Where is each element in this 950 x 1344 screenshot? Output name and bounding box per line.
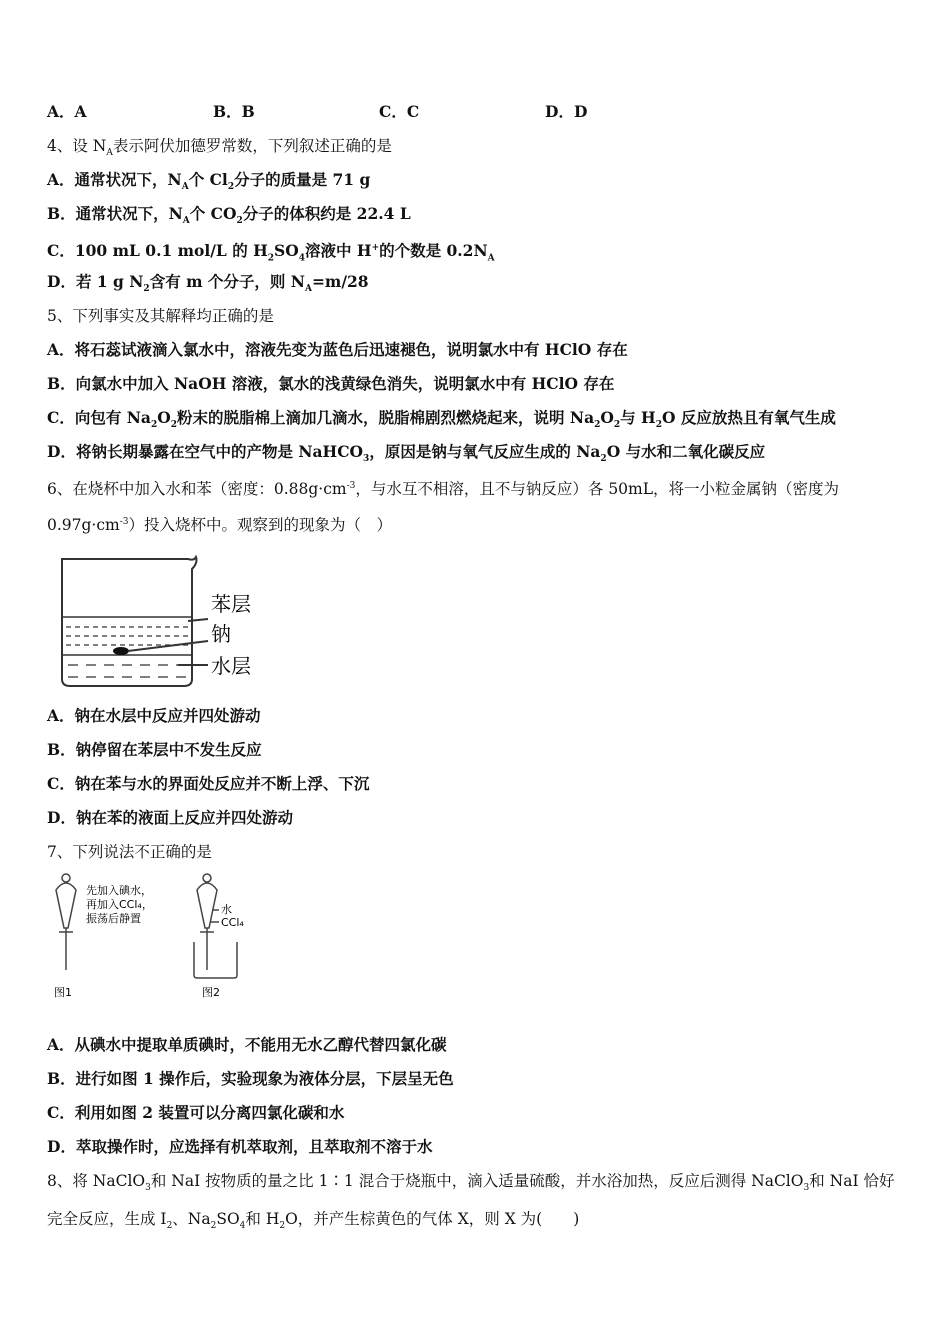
sodium-label: 钠: [211, 622, 231, 646]
text-run: 个 CO: [189, 204, 237, 223]
text-run: A: [182, 216, 190, 227]
text-run: 完全反应，生成 I: [47, 1210, 167, 1228]
option-2: C．C: [379, 102, 420, 121]
fig1-note-2: 再加入CCl₄，: [86, 898, 153, 911]
fig1-note-1: 先加入碘水，: [86, 884, 152, 897]
text-run: O: [157, 408, 171, 427]
text-run: 粉末的脱脂棉上滴加几滴水，脱脂棉剧烈燃烧起来，说明 Na: [177, 408, 595, 427]
text-run: A．通常状况下，N: [47, 170, 182, 189]
text-run: C．向包有 Na: [47, 408, 151, 427]
q7-a: [47, 1035, 447, 1055]
text-run: 2: [236, 216, 243, 227]
text-run: ，与水互不相溶，且不与钠反应）各 50mL，将一小粒金属钠（密度为: [355, 480, 840, 499]
text-run: C．100 mL 0.1 mol/L 的 H: [47, 241, 268, 261]
q6-b: [47, 740, 262, 760]
fig2-water-label: 水: [221, 903, 232, 916]
option-1: B．B: [213, 102, 255, 121]
q7-stem: [47, 842, 212, 862]
text-run: A: [106, 148, 113, 159]
q6-stem-1: [47, 476, 839, 499]
text-run: 4、设 N: [47, 137, 107, 155]
text-run: 3: [803, 1183, 810, 1194]
text-run: 2: [594, 420, 601, 431]
q7-b: [47, 1069, 454, 1089]
text-run: O: [600, 408, 614, 427]
text-run: D．若 1 g N: [47, 272, 144, 291]
fig1-caption: 图1: [54, 986, 72, 999]
text-run: 2: [227, 182, 235, 193]
text-run: O，并产生棕黄色的气体 X，则 X 为( ): [285, 1210, 580, 1228]
text-run: 表示阿伏加德罗常数，下列叙述正确的是: [112, 137, 392, 155]
text-run: 溶液中 H: [305, 241, 372, 261]
text-run: 、Na: [172, 1210, 211, 1228]
q4-c: [47, 238, 495, 268]
q4-d: [47, 272, 369, 299]
q4-a: [47, 170, 370, 197]
text-run: A: [181, 182, 189, 193]
q8-stem-1: [47, 1171, 895, 1198]
q4-b: [47, 204, 411, 231]
q5-b: [47, 374, 614, 394]
text-run: B．进行如图 1 操作后，实验现象为液体分层，下层呈无色: [47, 1069, 454, 1088]
beaker-figure: [58, 555, 278, 694]
separatory-funnel-figure: [44, 870, 264, 1009]
sodium-piece: [113, 647, 129, 655]
q5-c: [47, 408, 836, 435]
text-run: 2: [279, 1221, 286, 1232]
q7-d: [47, 1137, 432, 1157]
text-run: 和 H: [245, 1210, 280, 1228]
q6-stem-2: [47, 512, 392, 535]
text-run: B．通常状况下，N: [47, 204, 183, 223]
text-run: O 与水和二氧化碳反应: [606, 442, 766, 461]
text-run: +: [371, 243, 380, 253]
text-run: 3: [363, 454, 370, 465]
text-run: 分子的体积约是 22.4 L: [242, 204, 411, 223]
text-run: 2: [170, 420, 177, 431]
text-run: A．从碘水中提取单质碘时，不能用无水乙醇代替四氯化碳: [47, 1035, 447, 1054]
q5-stem: [47, 306, 274, 326]
text-run: 8、将 NaClO: [47, 1172, 146, 1190]
text-run: 2: [150, 420, 158, 431]
text-run: 2: [143, 284, 150, 295]
text-run: O 反应放热且有氧气生成: [661, 408, 836, 427]
q8-stem-2: [47, 1209, 579, 1236]
q4-stem: [47, 136, 392, 163]
text-run: D．将钠长期暴露在空气中的产物是 NaHCO: [47, 442, 364, 461]
text-run: 分子的质量是 71 g: [234, 170, 371, 189]
option-0: A．A: [47, 102, 87, 121]
q3-options: [47, 102, 711, 122]
text-run: C．钠在苯与水的界面处反应并不断上浮、下沉: [47, 774, 370, 793]
fig2-ccl4-label: CCl₄: [221, 916, 244, 929]
benzene-layer-label: 苯层: [211, 592, 251, 616]
text-run: 和 NaI 按物质的量之比 1∶1 混合于烧瓶中，滴入适量硫酸，并水浴加热，反应后测得 NaClO: [150, 1172, 804, 1190]
text-run: 2: [267, 253, 275, 264]
q5-d: [47, 442, 765, 469]
text-run: 2: [166, 1221, 173, 1232]
text-run: A．将石蕊试液滴入氯水中，溶液先变为蓝色后迅速褪色，说明氯水中有 HClO 存在: [47, 340, 628, 359]
text-run: -3: [119, 517, 129, 527]
text-run: 2: [655, 420, 662, 431]
text-run: SO: [274, 241, 299, 261]
q7-c: [47, 1103, 344, 1123]
text-run: 与 H: [620, 408, 656, 427]
text-run: 6、在烧杯中加入水和苯（密度：0.88g·cm: [47, 480, 347, 499]
text-run: 2: [210, 1221, 217, 1232]
text-run: C．利用如图 2 装置可以分离四氯化碳和水: [47, 1103, 345, 1122]
text-run: A: [487, 253, 495, 264]
q5-a: [47, 340, 628, 360]
text-run: 3: [145, 1183, 151, 1194]
text-run: 和 NaI 恰好: [809, 1172, 895, 1190]
text-run: -3: [346, 481, 356, 491]
text-run: SO: [216, 1210, 240, 1228]
text-run: 0.97g·cm: [47, 516, 120, 535]
text-run: =m/28: [311, 272, 369, 291]
text-run: D．萃取操作时，应选择有机萃取剂，且萃取剂不溶于水: [47, 1137, 433, 1156]
text-run: ，原因是钠与氧气反应生成的 Na: [369, 442, 601, 461]
text-run: A．钠在水层中反应并四处游动: [47, 706, 261, 725]
text-run: 含有 m 个分子，则 N: [149, 272, 305, 291]
q6-d: [47, 808, 293, 828]
q6-c: [47, 774, 369, 794]
text-run: A: [304, 284, 312, 295]
text-run: D．钠在苯的液面上反应并四处游动: [47, 808, 293, 827]
option-3: D．D: [545, 102, 588, 121]
text-run: B．向氯水中加入 NaOH 溶液，氯水的浅黄绿色消失，说明氯水中有 HClO 存在: [47, 374, 615, 393]
q6-a: [47, 706, 261, 726]
text-run: 4: [298, 253, 306, 264]
text-run: 7、下列说法不正确的是: [47, 843, 212, 861]
text-run: 2: [600, 454, 607, 465]
text-run: 2: [613, 420, 621, 431]
fig1-note-3: 振荡后静置: [86, 912, 141, 925]
fig2-caption: 图2: [202, 986, 220, 999]
text-run: ）投入烧杯中。观察到的现象为（ ）: [128, 516, 393, 535]
text-run: 4: [239, 1221, 246, 1232]
water-layer-label: 水层: [211, 654, 251, 678]
text-run: 的个数是 0.2N: [379, 241, 488, 261]
text-run: 个 Cl: [188, 170, 228, 189]
text-run: B．钠停留在苯层中不发生反应: [47, 740, 262, 759]
text-run: 5、下列事实及其解释均正确的是: [47, 307, 274, 325]
